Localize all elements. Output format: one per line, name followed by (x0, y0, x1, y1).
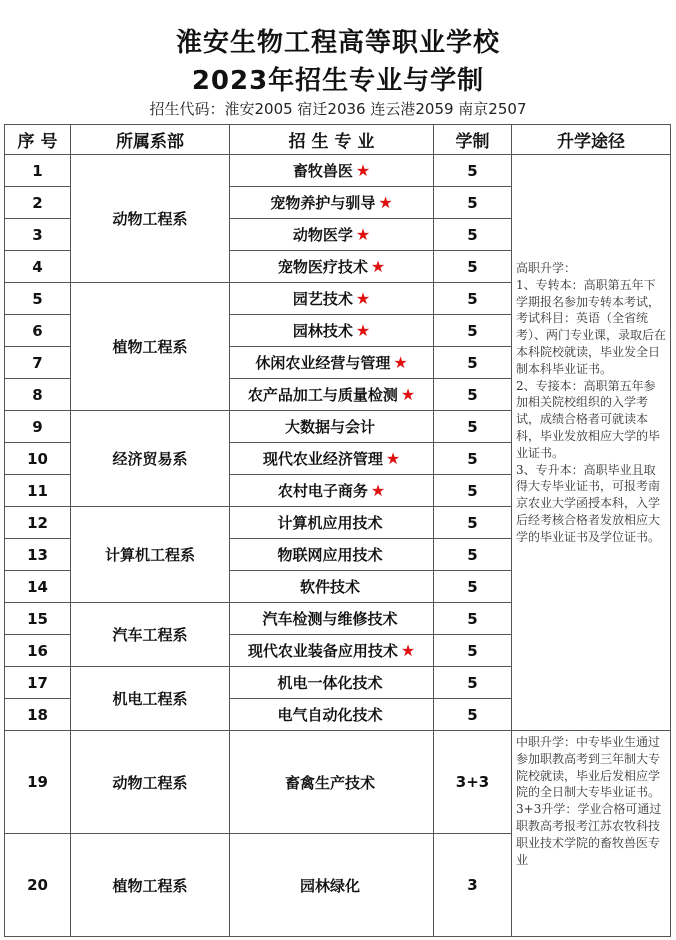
years-cell: 5 (434, 283, 512, 315)
major-name: 农产品加工与质量检测 (247, 386, 398, 404)
major-name: 园林技术 (292, 322, 353, 340)
header-number: 序 号 (5, 125, 71, 155)
major-cell (230, 443, 434, 475)
major-cell (230, 219, 434, 251)
row-number: 13 (5, 539, 71, 571)
major-name: 大数据与会计 (284, 418, 375, 436)
row-number: 17 (5, 667, 71, 699)
major-cell (230, 155, 434, 187)
major-cell (230, 283, 434, 315)
star-icon: ★ (400, 385, 416, 404)
table-header-row (5, 125, 671, 155)
major-cell (230, 475, 434, 507)
major-name: 农村电子商务 (277, 482, 368, 500)
row-number: 1 (5, 155, 71, 187)
years-cell: 5 (434, 379, 512, 411)
years-cell: 5 (434, 699, 512, 731)
note-line: 3+3升学：学业合格可通过职教高考报考江苏农牧科技职业技术学院的畜牧兽医专业 (516, 802, 662, 867)
row-number: 4 (5, 251, 71, 283)
document-subtitle: 2023年招生专业与学制 (191, 66, 485, 96)
department-cell: 经济贸易系 (71, 411, 230, 507)
department-cell: 植物工程系 (71, 283, 230, 411)
star-icon: ★ (355, 161, 371, 180)
major-cell (230, 603, 434, 635)
major-cell (230, 699, 434, 731)
star-icon: ★ (378, 193, 393, 212)
years-cell: 5 (434, 571, 512, 603)
major-cell (230, 187, 434, 219)
years-cell: 5 (434, 635, 512, 667)
years-cell: 5 (434, 667, 512, 699)
star-icon: ★ (355, 321, 371, 340)
years-cell: 5 (434, 347, 512, 379)
major-name: 物联网应用技术 (277, 546, 383, 564)
row-number: 10 (5, 443, 71, 475)
major-name: 畜禽生产技术 (284, 773, 375, 792)
major-name: 动物医学 (292, 226, 353, 244)
years-cell: 5 (434, 603, 512, 635)
note-line: 高职升学： (516, 261, 577, 275)
department-cell: 植物工程系 (71, 834, 230, 937)
row-number: 19 (5, 731, 71, 834)
years-cell: 3+3 (434, 731, 512, 834)
major-cell (230, 731, 434, 834)
enrollment-codes: 招生代码：淮安2005 宿迁2036 连云港2059 南京2507 (149, 100, 527, 118)
row-number: 2 (5, 187, 71, 219)
note-line: 3、专升本：高职毕业且取得大专毕业证书，可报考南京农业大学函授本科，入学后经考核合格者发放相应大学的毕业证书及学位证书。 (516, 462, 661, 544)
major-cell (230, 834, 434, 937)
row-number: 8 (5, 379, 71, 411)
row-number: 12 (5, 507, 71, 539)
row-number: 7 (5, 347, 71, 379)
row-number: 18 (5, 699, 71, 731)
major-cell (230, 507, 434, 539)
years-cell: 5 (434, 475, 512, 507)
years-cell: 5 (434, 411, 512, 443)
department-cell: 汽车工程系 (71, 603, 230, 667)
secondary-vocational-pathway-note (512, 731, 671, 937)
major-cell (230, 539, 434, 571)
star-icon: ★ (393, 353, 408, 372)
note-line: 1、专转本：高职第五年下学期报名参加专转本考试，考试科目：英语（全省统考）、两门专业课，录取后在本科院校就读，毕业发全日制本科毕业证书。 (516, 277, 667, 376)
years-cell: 3 (434, 834, 512, 937)
years-cell: 5 (434, 251, 512, 283)
major-cell (230, 635, 434, 667)
department-cell: 计算机工程系 (71, 507, 230, 603)
note-text (516, 734, 667, 934)
years-cell: 5 (434, 219, 512, 251)
row-number: 9 (5, 411, 71, 443)
years-cell: 5 (434, 443, 512, 475)
years-cell: 5 (434, 187, 512, 219)
row-number: 15 (5, 603, 71, 635)
major-name: 电气自动化技术 (277, 706, 383, 724)
major-cell (230, 379, 434, 411)
row-number: 11 (5, 475, 71, 507)
table-row (5, 155, 671, 187)
row-number: 3 (5, 219, 71, 251)
major-cell (230, 315, 434, 347)
row-number: 6 (5, 315, 71, 347)
star-icon: ★ (355, 289, 371, 308)
header-pathway: 升学途径 (512, 125, 671, 155)
major-name: 休闲农业经营与管理 (255, 354, 391, 372)
row-number: 16 (5, 635, 71, 667)
major-name: 园艺技术 (292, 290, 353, 308)
header-department: 所属系部 (71, 125, 230, 155)
row-number: 14 (5, 571, 71, 603)
higher-vocational-pathway-note (512, 155, 671, 731)
years-cell: 5 (434, 539, 512, 571)
major-name: 汽车检测与维修技术 (262, 610, 398, 628)
major-name: 宠物养护与驯导 (270, 194, 376, 212)
major-cell (230, 347, 434, 379)
school-title: 淮安生物工程高等职业学校 (175, 28, 500, 58)
major-name: 计算机应用技术 (277, 514, 383, 532)
years-cell: 5 (434, 155, 512, 187)
major-cell (230, 571, 434, 603)
row-number: 5 (5, 283, 71, 315)
major-name: 软件技术 (299, 578, 360, 596)
years-cell: 5 (434, 315, 512, 347)
star-icon: ★ (370, 257, 386, 276)
note-line: 中职升学：中专毕业生通过参加职教高考到三年制大专院校就读，毕业后发相应学院的全日制大专毕业证书。 (516, 735, 661, 800)
major-name: 畜牧兽医 (292, 162, 353, 180)
table-row (5, 731, 671, 834)
star-icon: ★ (400, 641, 416, 660)
major-name: 现代农业经济管理 (262, 450, 383, 468)
major-name: 现代农业装备应用技术 (247, 642, 398, 660)
department-cell: 机电工程系 (71, 667, 230, 731)
row-number: 20 (5, 834, 71, 937)
major-cell (230, 411, 434, 443)
major-name: 机电一体化技术 (277, 674, 383, 692)
major-name: 园林绿化 (299, 876, 360, 895)
header-years: 学制 (434, 125, 512, 155)
major-cell (230, 251, 434, 283)
department-cell: 动物工程系 (71, 731, 230, 834)
major-name: 宠物医疗技术 (277, 258, 368, 276)
years-cell: 5 (434, 507, 512, 539)
major-cell (230, 667, 434, 699)
majors-table (4, 124, 671, 937)
star-icon: ★ (385, 449, 401, 468)
note-text (516, 260, 667, 546)
star-icon: ★ (370, 481, 386, 500)
note-line: 2、专接本：高职第五年参加相关院校组织的入学考试，成绩合格者可就读本科，毕业发放相应大学的毕业证书。 (516, 378, 661, 460)
header-major: 招 生 专 业 (230, 125, 434, 155)
department-cell: 动物工程系 (71, 155, 230, 283)
star-icon: ★ (355, 225, 371, 244)
